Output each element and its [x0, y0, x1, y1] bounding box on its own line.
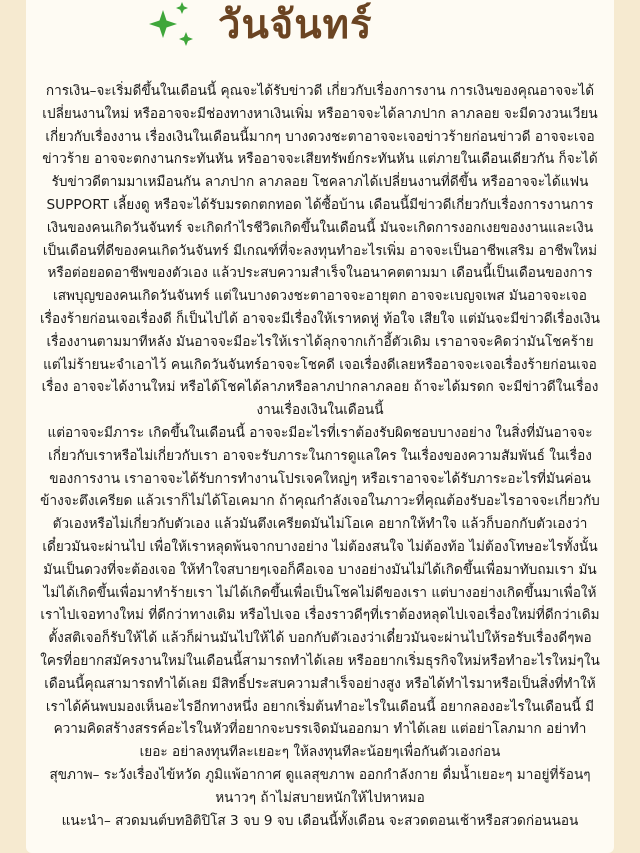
page-title: วันจันทร์: [218, 1, 373, 48]
paragraph-finance: การเงิน–จะเริ่มดีขึ้นในเดือนนี้ คุณจะได้รับข่าวดี เกี่ยวกับเรื่องการงาน การเงินของคุณอาจจะได้เปลี่ยนงานใหม่ หรืออาจจะมีช่องทางหาเงินเพิ่ม หรืออาจจะได้ลาภปาก ลาภลอย จะมีดวงวนเวียนเกี่ยวกับเรื่องงาน เรื่องเงินในเดือนนี้มากๆ บางดวงชะตาอาจจะเจอข่าวร้ายก่อนข่าวดี อาจจะเจอข่าวร้าย อาจจะตกงานกระทันหัน หรืออาจจะเสียทรัพย์กระทันหัน แต่ภายในเดือนเดียวกัน ก็จะได้รับข่าวดีตามมาเหมือนกัน ลาภปาก ลาภลอย โชคลาภได้เปลี่ยนงานที่ดีขึ้น หรืออาจจะได้แฟน SUPPORT เลี้ยงดู หรือจะได้รับมรดกตกทอด ได้ซื้อบ้าน เดือนนี้มีข่าวดีเกี่ยวกับเรื่องการงานการเงินของคนเกิดวันจันทร์ จะเกิดกำไรชีวิตเกิดขึ้นในเดือนนี้ มันจะเกิดการงอกเงยของงานและเงิน เป็นเดือนที่ดีของคนเกิดวันจันทร์ มีเกณฑ์ที่จะลงทุนทำอะไรเพิ่ม อาจจะเป็นอาชีพเสริม อาชีพใหม่ หรือต่อยอดอาชีพของตัวเอง แล้วประสบความสำเร็จในอนาคตตามมา เดือนนี้เป็นเดือนของการเสพบุญของคนเกิดวันจันทร์ แต่ในบางดวงชะตาอาจจะอายุตก อาจจะเบญจเพส มันอาจจะเจอเรื่องร้ายก่อนเจอเรื่องดี ก็เป็นไปได้ อาจจะมีเรื่องให้เราหดหู่ ท้อใจ เสียใจ แต่มันจะมีข่าวดีเรื่องเงินเรื่องงานตามมาทีหลัง มันอาจจะมีอะไรให้เราได้ลุกจากเก้าอี้ตัวเดิม เราอาจจะคิดว่ามันโชคร้ายแต่ไม่ร้ายนะจำเอาไว้ คนเกิดวันจันทร์อาจจะโชคดี เจอเรื่องดีเลยหรืออาจจะเจอเรื่องร้ายก่อนเจอเรื่อง อาจจะได้งานใหม่ หรือได้โชคได้ลาภหรือลาภปากลาภลอย ถ้าจะได้มรดก จะมีข่าวดีในเรื่องงานเรื่องเงินในเดือนนี้: [40, 83, 600, 419]
header: [26, 0, 614, 72]
content-card: [26, 0, 614, 853]
horoscope-text: [40, 80, 600, 832]
paragraph-advice: แนะนำ– สวดมนต์บทอิติปิโส 3 จบ 9 จบ เดือนนี้ทั้งเดือน จะสวดตอนเช้าหรือสวดก่อนนอน: [61, 812, 579, 829]
paragraph-burden: แต่อาจจะมีภาระ เกิดขึ้นในเดือนนี้ อาจจะมีอะไรที่เราต้องรับผิดชอบบางอย่าง ในสิ่งที่มันอาจจะเกี่ยวกับเราหรือไม่เกี่ยวกับเรา อาจจะรับภาระในการดูแลใคร ในเรื่องของความสัมพันธ์ ในเรื่องของการงาน เราอาจจะได้รับการทำงานโปรเจคใหญ่ๆ หรือเราอาจจะได้รับภาระอะไรที่มันค่อนข้างจะตึงเครียด แล้วเราก็ไม่ได้โอเคมาก ถ้าคุณกำลังเจอในภาวะที่คุณต้องรับอะไรอาจจะเกี่ยวกับตัวเองหรือไม่เกี่ยวกับตัวเอง แล้วมันตึงเครียดมันไม่โอเค อยากให้ทำใจ แล้วก็บอกกับตัวเองว่าเดี๋ยวมันจะผ่านไป เพื่อให้เราหลุดพ้นจากบางอย่าง ไม่ต้องสนใจ ไม่ต้องท้อ ไม่ต้องโทษอะไรทั้งนั้นมันเป็นดวงที่จะต้องเจอ ให้ทำใจสบายๆเจอก็คือเจอ บางอย่างมันไม่ได้เกิดขึ้นเพื่อมาทับถมเรา มันไม่ได้เกิดขึ้นเพื่อมาทำร้ายเรา ไม่ได้เกิดขึ้นเพื่อเป็นโชคไม่ดีของเรา แต่บางอย่างเกิดขึ้นมาเพื่อให้เราไปเจอทางใหม่ ที่ดีกว่าทางเดิม หรือไปเจอ เรื่องราวดีๆที่เราต้องหลุดไปเจอเรื่องใหม่ที่ดีกว่าเดิม ตั้งสติเจอก็รับให้ได้ แล้วก็ผ่านมันไปให้ได้ บอกกับตัวเองว่าเดี๋ยวมันจะผ่านไปให้รอรับเรื่องดีๆพอ ใครที่อยากสมัครงานใหม่ในเดือนนี้สามารถทำได้เลย หรืออยากเริ่มธุรกิจใหม่หรือทำอะไรใหม่ๆในเดือนนี้คุณสามารถทำได้เลย มีสิทธิ์ประสบความสำเร็จอย่างสูง หรือได้ทำไรมาหรือเป็นสิ่งที่ทำให้เราได้ค้นพบมองเห็นอะไรอีกทางหนึ่ง อยากเริ่มต้นทำอะไรในเดือนนี้ อยากลองอะไรในเดือนนี้ มีความคิดสร้างสรรค์อะไรในหัวที่อยากจะบรรเจิดมันออกมา ทำได้เลย แต่อย่าโลภมาก อย่าทำเยอะ อย่าลงทุนทีละเยอะๆ ให้ลงทุนทีละน้อยๆเพื่อกันตัวเองก่อน: [40, 424, 600, 761]
sparkle-icon: [149, 2, 205, 52]
paragraph-health: สุขภาพ– ระวังเรื่องไข้หวัด ภูมิแพ้อากาศ ดูแลสุขภาพ ออกกำลังกาย ดื่มน้ำเยอะๆ มาอยู่ที่ร้อนๆหนาวๆ ถ้าไม่สบายหนักให้ไปหาหมอ: [49, 766, 591, 806]
